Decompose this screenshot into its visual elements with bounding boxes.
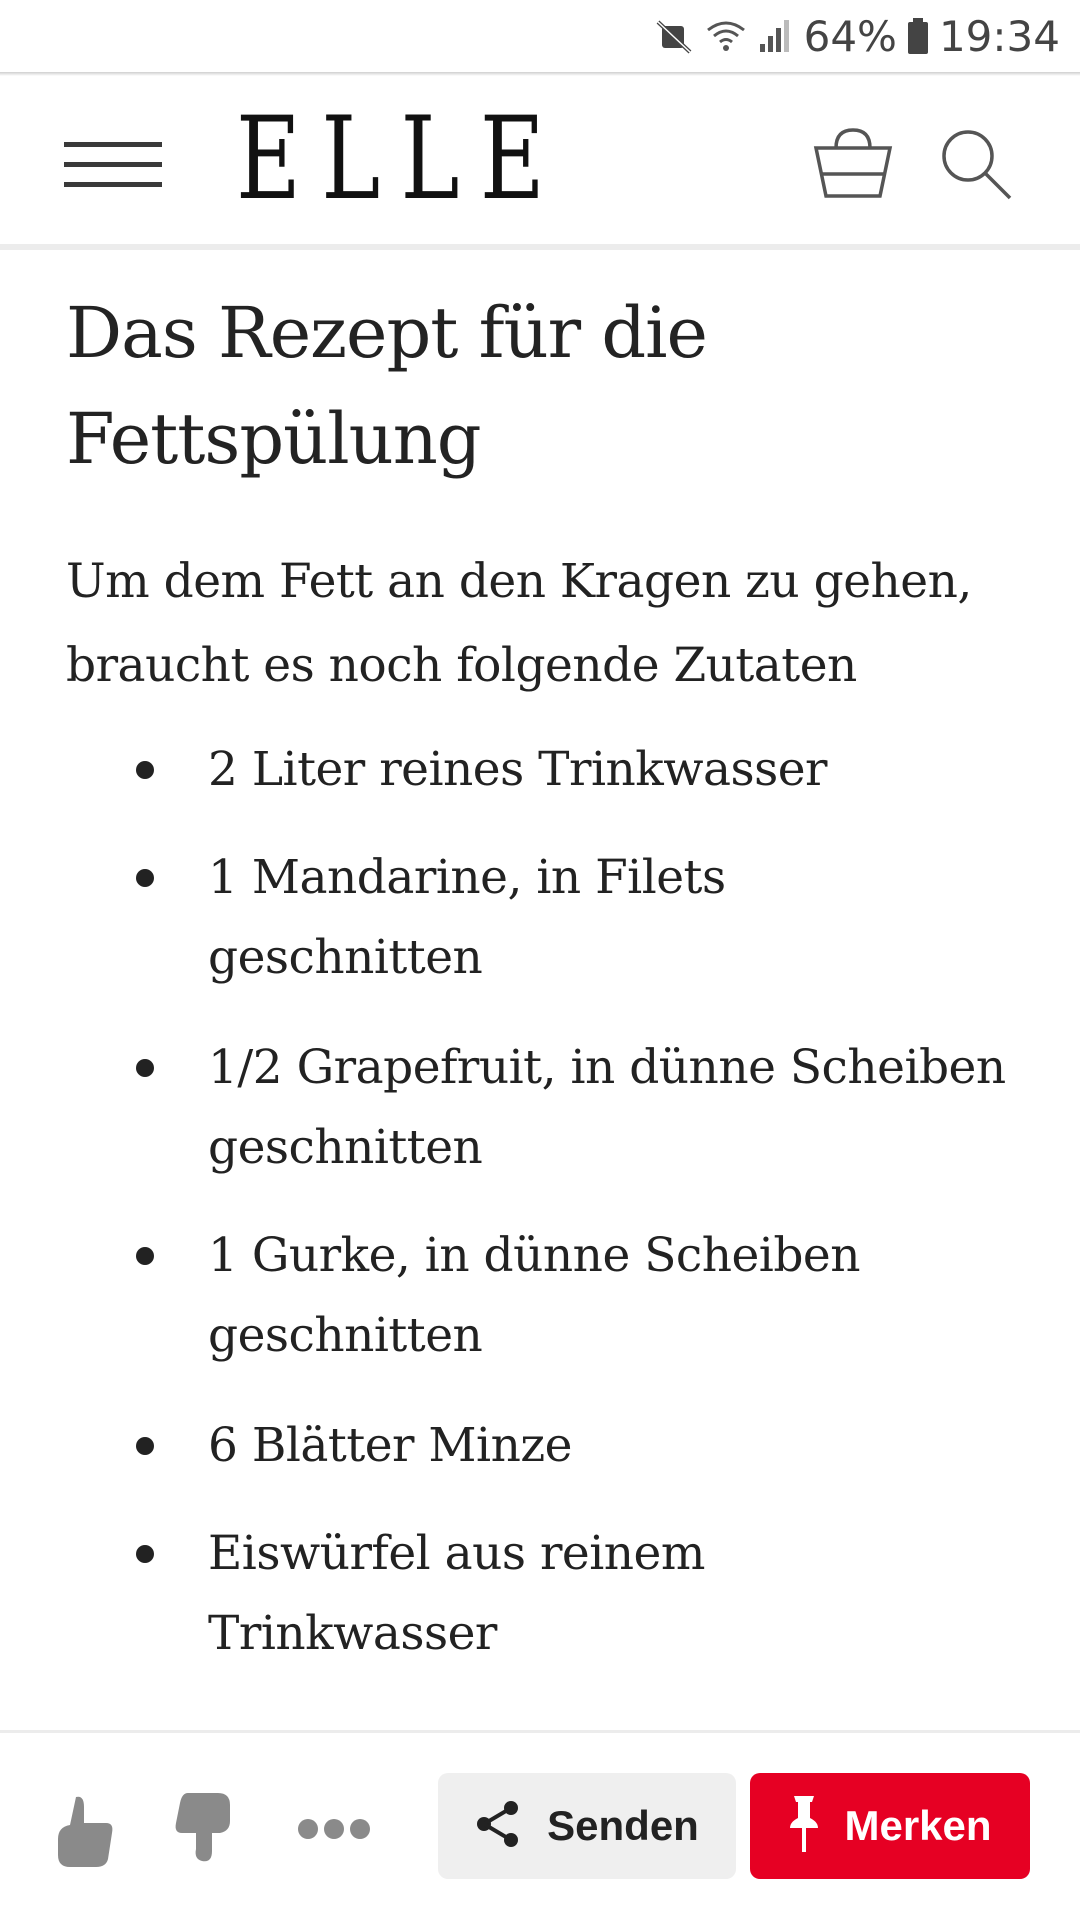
ingredient-text: 1 Mandarine, in Filets geschnitten xyxy=(208,850,726,985)
signal-icon xyxy=(758,16,794,56)
list-item xyxy=(208,1216,1008,1376)
bullet-icon xyxy=(136,869,154,887)
ingredient-text: 6 Blätter Minze xyxy=(208,1418,572,1473)
mute-vibrate-icon xyxy=(654,16,694,56)
battery-percent: 64% xyxy=(803,11,897,61)
ingredient-text: 1/2 Grapefruit, in dünne Scheiben geschnitten xyxy=(208,1040,1006,1175)
shopping-bag-icon[interactable] xyxy=(812,124,894,204)
pin-icon xyxy=(788,1794,820,1858)
search-icon[interactable] xyxy=(938,126,1014,202)
app-header xyxy=(0,76,1080,244)
list-item xyxy=(208,1514,1008,1674)
elle-logo[interactable]: ELLE xyxy=(236,92,566,225)
list-item xyxy=(208,838,1008,998)
save-button[interactable] xyxy=(750,1773,1030,1879)
header-divider xyxy=(0,244,1080,250)
more-icon[interactable] xyxy=(298,1813,374,1843)
save-button-label: Merken xyxy=(844,1802,992,1849)
send-button[interactable] xyxy=(438,1773,736,1879)
status-bar xyxy=(0,0,1080,72)
ingredient-text: 1 Gurke, in dünne Scheiben geschnitten xyxy=(208,1228,860,1363)
clock: 19:34 xyxy=(938,11,1060,61)
bullet-icon xyxy=(136,1545,154,1563)
thumbs-up-icon[interactable] xyxy=(54,1793,116,1869)
wifi-icon xyxy=(704,16,748,56)
action-bar xyxy=(0,1730,1080,1920)
battery-icon xyxy=(907,16,929,56)
share-icon xyxy=(475,1799,521,1853)
article-intro: Um dem Fett an den Kragen zu gehen, braucht es noch folgende Zutaten xyxy=(66,554,972,693)
article-heading: Das Rezept für die Fettspülung xyxy=(66,292,707,480)
ingredient-text: 2 Liter reines Trinkwasser xyxy=(208,742,828,797)
thumbs-down-icon[interactable] xyxy=(172,1789,234,1865)
ingredient-text: Eiswürfel aus reinem Trinkwasser xyxy=(208,1526,705,1661)
bullet-icon xyxy=(136,1437,154,1455)
bullet-icon xyxy=(136,1059,154,1077)
list-item xyxy=(208,1406,1008,1486)
hamburger-menu-icon[interactable] xyxy=(64,142,162,188)
list-item xyxy=(208,1028,1008,1188)
list-item xyxy=(208,730,1008,810)
bullet-icon xyxy=(136,761,154,779)
bullet-icon xyxy=(136,1247,154,1265)
send-button-label: Senden xyxy=(547,1802,699,1849)
